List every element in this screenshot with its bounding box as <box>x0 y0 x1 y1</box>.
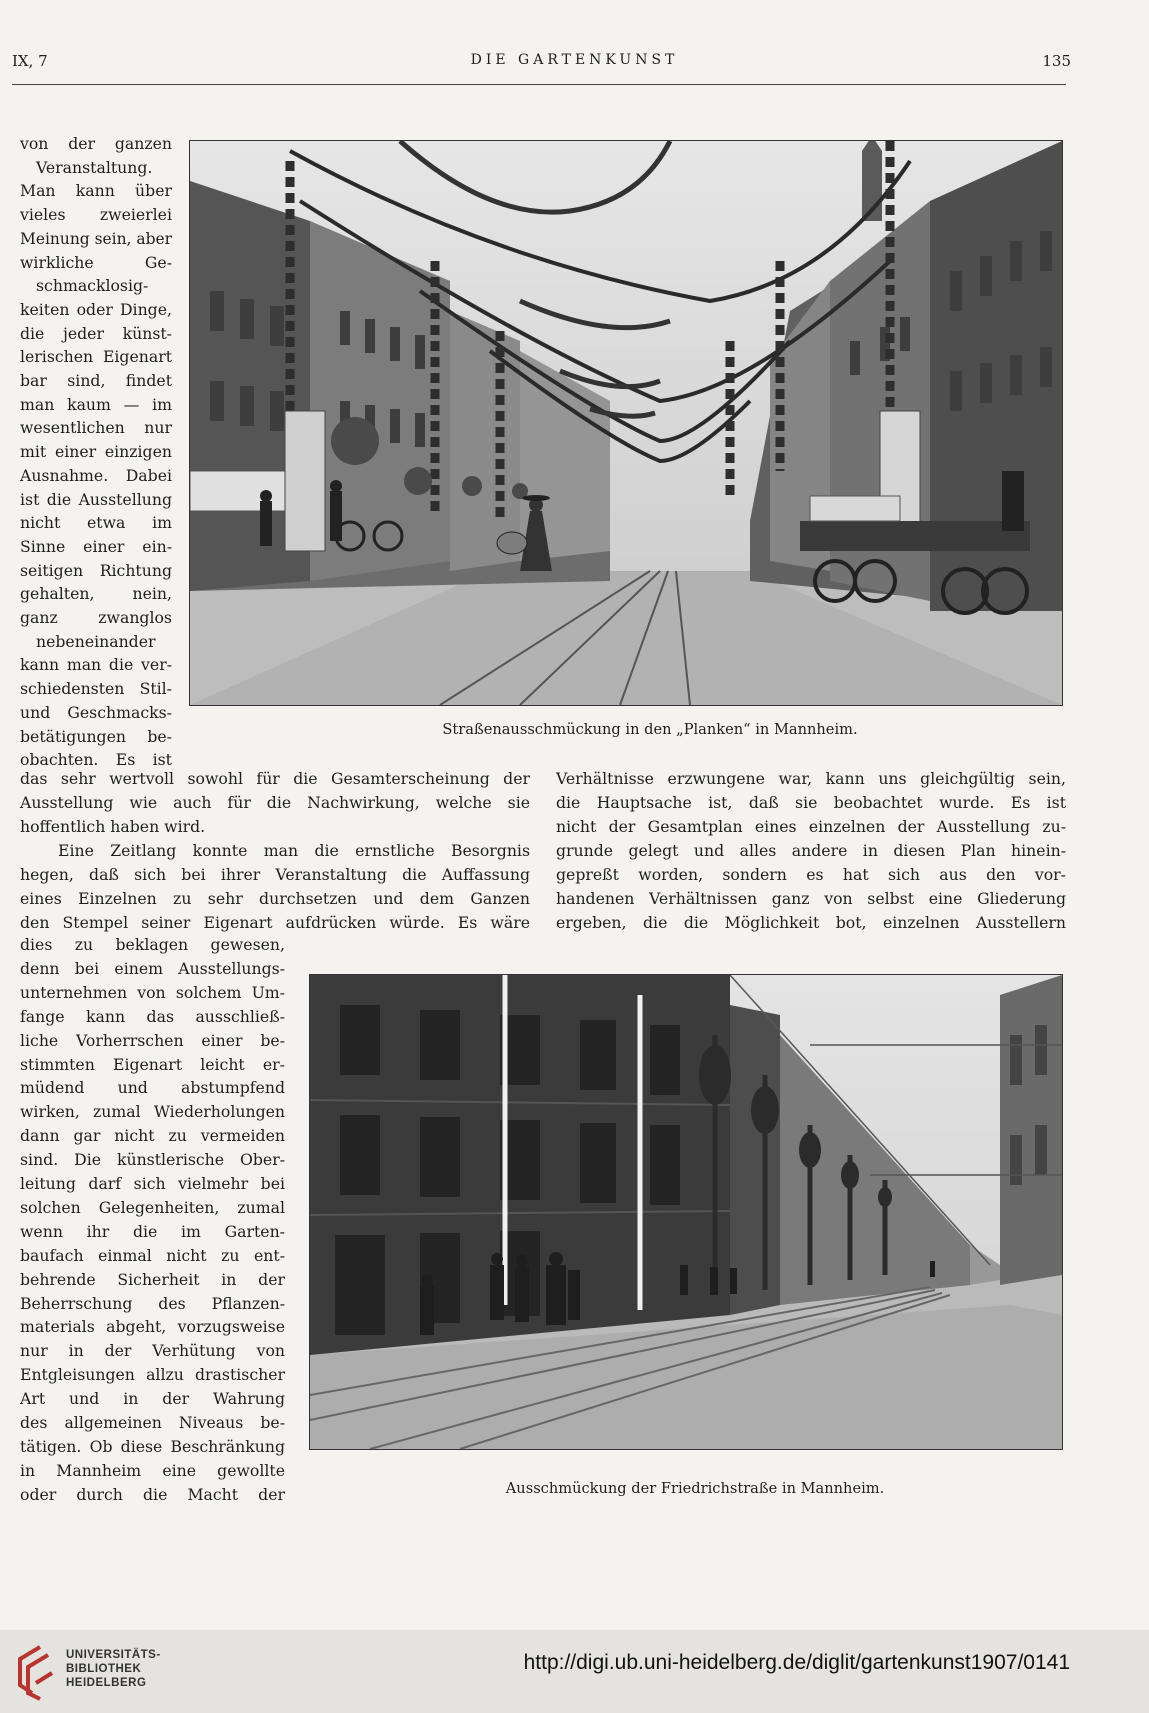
text-line: grunde gelegt und alles andere in diesen Plan hinein- <box>556 841 1066 860</box>
text-line: gepreßt worden, sondern es hat sich aus den vor- <box>556 865 1066 884</box>
text-line: dies zu beklagen gewesen, <box>20 935 285 954</box>
text-line: sind. Die künstlerische Ober- <box>20 1150 285 1170</box>
text-line: gehalten, nein, <box>20 584 172 604</box>
library-name <box>66 1648 161 1690</box>
text-line: ist die Ausstellung <box>20 489 172 509</box>
text-line: ergeben, die die Möglichkeit bot, einzelnen Ausstellern <box>556 913 1066 932</box>
text-line: schiedensten Stil- <box>20 679 172 699</box>
text-line: von der ganzen <box>20 134 172 153</box>
text-line: vieles zweierlei <box>20 205 172 225</box>
text-line: den Stempel seiner Eigenart aufdrücken würde. Es wäre <box>20 913 530 932</box>
text-line: man kaum — im <box>20 394 172 414</box>
text-line: wirken, zumal Wiederholungen <box>20 1102 285 1122</box>
text-line: denn bei einem Ausstellungs- <box>20 958 285 978</box>
text-line: Beherrschung des Pflanzen- <box>20 1293 285 1313</box>
library-logo-icon <box>12 1643 56 1701</box>
photo-friedrichstrasse <box>309 974 1063 1450</box>
text-line: und Geschmacks- <box>20 702 172 722</box>
text-line: obachten. Es ist <box>20 750 172 770</box>
text-line: liche Vorherrschen einer be- <box>20 1030 285 1050</box>
journal-title: DIE GARTENKUNST <box>470 52 679 68</box>
library-line-3: HEIDELBERG <box>66 1677 147 1689</box>
text-line: die Hauptsache ist, daß sie beobachtet wurde. Es ist <box>556 793 1066 812</box>
text-line: tätigen. Ob diese Beschränkung <box>20 1436 285 1456</box>
text-line: Art und in der Wahrung <box>20 1389 285 1409</box>
text-line: Eine Zeitlang konnte man die ernstliche Besorgnis <box>58 841 530 860</box>
text-line: Entgleisungen allzu drastischer <box>20 1365 285 1385</box>
text-line: Veranstaltung. <box>36 157 153 177</box>
source-url-link[interactable]: http://digi.ub.uni-heidelberg.de/diglit/gartenkunst1907/0141 <box>523 1651 1070 1674</box>
text-line: eines Einzelnen zu sehr durchsetzen und dem Ganzen <box>20 889 530 908</box>
page-number: 135 <box>1042 52 1071 70</box>
section-number: IX, 7 <box>12 52 48 70</box>
text-line: wirkliche Ge- <box>20 252 172 272</box>
text-line: Man kann über <box>20 181 172 201</box>
text-line: wenn ihr die im Garten- <box>20 1221 285 1241</box>
text-line: hoffentlich haben wird. <box>20 817 206 836</box>
text-line: solchen Gelegenheiten, zumal <box>20 1197 285 1217</box>
photo1-caption: Straßenausschmückung in den „Planken“ in Mannheim. <box>442 721 858 738</box>
text-line: in Mannheim eine gewollte <box>20 1460 285 1480</box>
text-line: oder durch die Macht der <box>20 1484 285 1504</box>
text-line: unternehmen von solchem Um- <box>20 982 285 1002</box>
library-line-2: BIBLIOTHEK <box>66 1663 142 1675</box>
text-line: handenen Verhältnissen ganz von selbst eine Gliederung <box>556 889 1066 908</box>
text-line: keiten oder Dinge, <box>20 299 172 319</box>
text-line: behrende Sicherheit in der <box>20 1269 285 1289</box>
text-line: nicht etwa im <box>20 513 172 533</box>
text-line: schmacklosig- <box>36 276 149 296</box>
text-line: müdend und abstumpfend <box>20 1078 285 1098</box>
text-line: Meinung sein, aber <box>20 228 172 248</box>
text-line: lerischen Eigenart <box>20 347 172 367</box>
text-line: hegen, daß sich bei ihrer Veranstaltung die Auffassung <box>20 865 530 884</box>
text-line: betätigungen be- <box>20 726 172 746</box>
text-line: nur in der Verhütung von <box>20 1341 285 1361</box>
text-line: seitigen Richtung <box>20 560 172 580</box>
text-line: die jeder künst- <box>20 323 172 343</box>
text-line: dann gar nicht zu vermeiden <box>20 1126 285 1146</box>
text-line: kann man die ver- <box>20 655 172 675</box>
text-line: nebeneinander <box>36 631 156 651</box>
text-line: materials abgeht, vorzugsweise <box>20 1317 285 1337</box>
text-line: des allgemeinen Niveaus be- <box>20 1413 285 1432</box>
header-rule <box>12 84 1066 85</box>
text-line: mit einer einzigen <box>20 442 172 462</box>
photo2-caption: Ausschmückung der Friedrichstraße in Mannheim. <box>505 1480 885 1497</box>
text-line: leitung darf sich vielmehr bei <box>20 1174 285 1193</box>
text-line: Sinne einer ein- <box>20 536 172 556</box>
text-line: wesentlichen nur <box>20 418 172 438</box>
text-line: Verhältnisse erzwungene war, kann uns gleichgültig sein, <box>556 769 1066 788</box>
text-line: nicht der Gesamtplan eines einzelnen der Ausstellung zu- <box>556 817 1066 836</box>
library-line-1: UNIVERSITÄTS- <box>66 1649 161 1661</box>
text-line: stimmten Eigenart leicht er- <box>20 1054 285 1074</box>
text-line: baufach einmal nicht zu ent- <box>20 1245 285 1265</box>
text-line: das sehr wertvoll sowohl für die Gesamterscheinung der <box>20 769 530 788</box>
text-line: bar sind, findet <box>20 371 172 390</box>
text-line: Ausnahme. Dabei <box>20 465 172 485</box>
text-line: ganz zwanglos <box>20 608 172 627</box>
text-line: Ausstellung wie auch für die Nachwirkung, welche sie <box>20 793 530 812</box>
text-line: fange kann das ausschließ- <box>20 1006 285 1026</box>
photo-planken-street <box>189 140 1063 706</box>
